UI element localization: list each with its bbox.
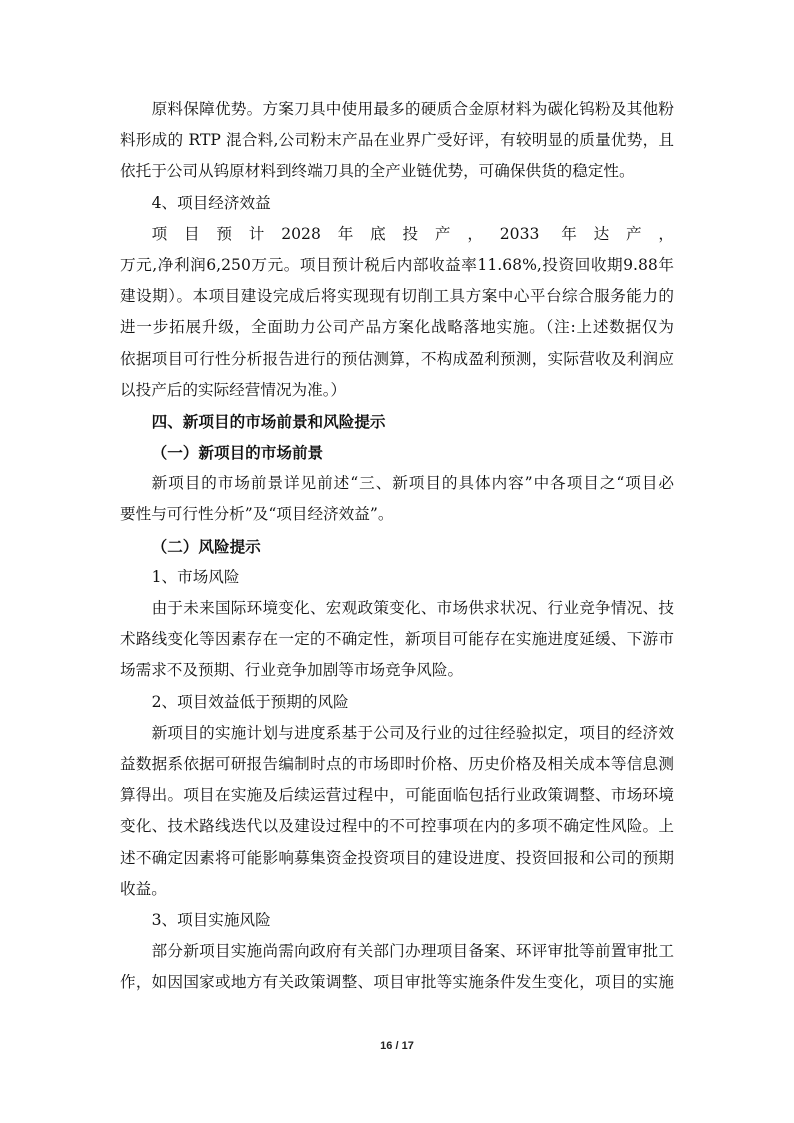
- subheading-market-risk: 1、市场风险: [151, 567, 240, 586]
- paragraph-economic-benefit: [120, 219, 674, 406]
- subsection-heading: [120, 531, 674, 562]
- text-line: 场需求不及预期、行业竞争加剧等市场竞争风险。: [120, 661, 464, 680]
- text-line: 新项目的市场前景详见前述“三、新项目的具体内容”中各项目之“项目必: [151, 474, 674, 493]
- paragraph-implementation-risk: [120, 936, 674, 998]
- text-line: 原料保障优势。方案刀具中使用最多的硬质合金原材料为碳化钨粉及其他粉: [151, 100, 674, 118]
- paragraph-market-risk: [120, 593, 674, 687]
- heading-market-outlook-and-risks: 四、新项目的市场前景和风险提示: [151, 411, 386, 431]
- section-heading: [120, 406, 674, 437]
- text-line: 部分新项目实施尚需向政府有关部门办理项目备案、环评审批等前置审批工: [151, 942, 674, 961]
- body-text: [120, 94, 674, 998]
- text-line: 建设期）。本项目建设完成后将实现现有切削工具方案中心平台综合服务能力的: [120, 287, 674, 306]
- text-line: 由于未来国际环境变化、宏观政策变化、市场供求状况、行业竞争情况、技: [151, 599, 674, 617]
- text-line: 益数据系依据可研报告编制时点的市场即时价格、历史价格及相关成本等信息测: [120, 754, 674, 773]
- text-line: 收益。: [120, 879, 167, 898]
- paragraph-market-outlook: [120, 468, 674, 530]
- text-line: 作，如因国家或地方有关政策调整、项目审批等实施条件发生变化，项目的实施: [120, 973, 674, 992]
- subheading-economic-benefit: 4、项目经济效益: [151, 193, 271, 212]
- text-line: 述不确定因素将可能影响募集资金投资项目的建设进度、投资回报和公司的预期: [120, 848, 674, 867]
- heading-market-outlook: （一）新项目的市场前景: [151, 443, 324, 463]
- text-line: 变化、技术路线迭代以及建设过程中的不可控事项在内的多项不确定性风险。上: [120, 817, 674, 836]
- text-line: 项目预计2028年底投产，2033 年达产，: [151, 224, 674, 243]
- subsection-heading: [120, 437, 674, 468]
- heading-risk-notice: （二）风险提示: [151, 536, 261, 556]
- numbered-subheading: [120, 905, 674, 936]
- paragraph-raw-material-advantage: [120, 94, 674, 188]
- text-line: 依托于公司从钨原材料到终端刀具的全产业链优势，可确保供货的稳定性。: [120, 162, 635, 181]
- paragraph-benefit-risk: [120, 718, 674, 905]
- text-line: 以投产后的实际经营情况为准。）: [120, 380, 347, 399]
- numbered-subheading: [120, 562, 674, 593]
- numbered-subheading: [120, 687, 674, 718]
- page-number: 16 / 17: [380, 1040, 414, 1052]
- text-line: 术路线变化等因素存在一定的不确定性，新项目可能存在实施进度延缓、下游市: [120, 630, 674, 649]
- text-line: 料形成的 RTP 混合料,公司粉末产品在业界广受好评，有较明显的质量优势，且: [120, 131, 674, 150]
- text-line: 进一步拓展升级，全面助力公司产品方案化战略落地实施。（注:上述数据仅为: [120, 318, 674, 337]
- subheading-implementation-risk: 3、项目实施风险: [151, 910, 271, 929]
- text-line: 万元,净利润6,250万元。项目预计税后内部收益率11.68%,投资回收期9.88年: [120, 255, 674, 274]
- subheading-benefit-risk: 2、项目效益低于预期的风险: [151, 692, 349, 711]
- text-line: 新项目的实施计划与进度系基于公司及行业的过往经验拟定，项目的经济效: [151, 723, 674, 742]
- text-line: 依据项目可行性分析报告进行的预估测算，不构成盈利预测，实际营收及利润应: [120, 349, 674, 368]
- text-line: 要性与可行性分析”及“项目经济效益”。: [120, 505, 394, 524]
- text-line: 算得出。项目在实施及后续运营过程中，可能面临包括行业政策调整、市场环境: [120, 786, 674, 805]
- numbered-subheading: [120, 188, 674, 219]
